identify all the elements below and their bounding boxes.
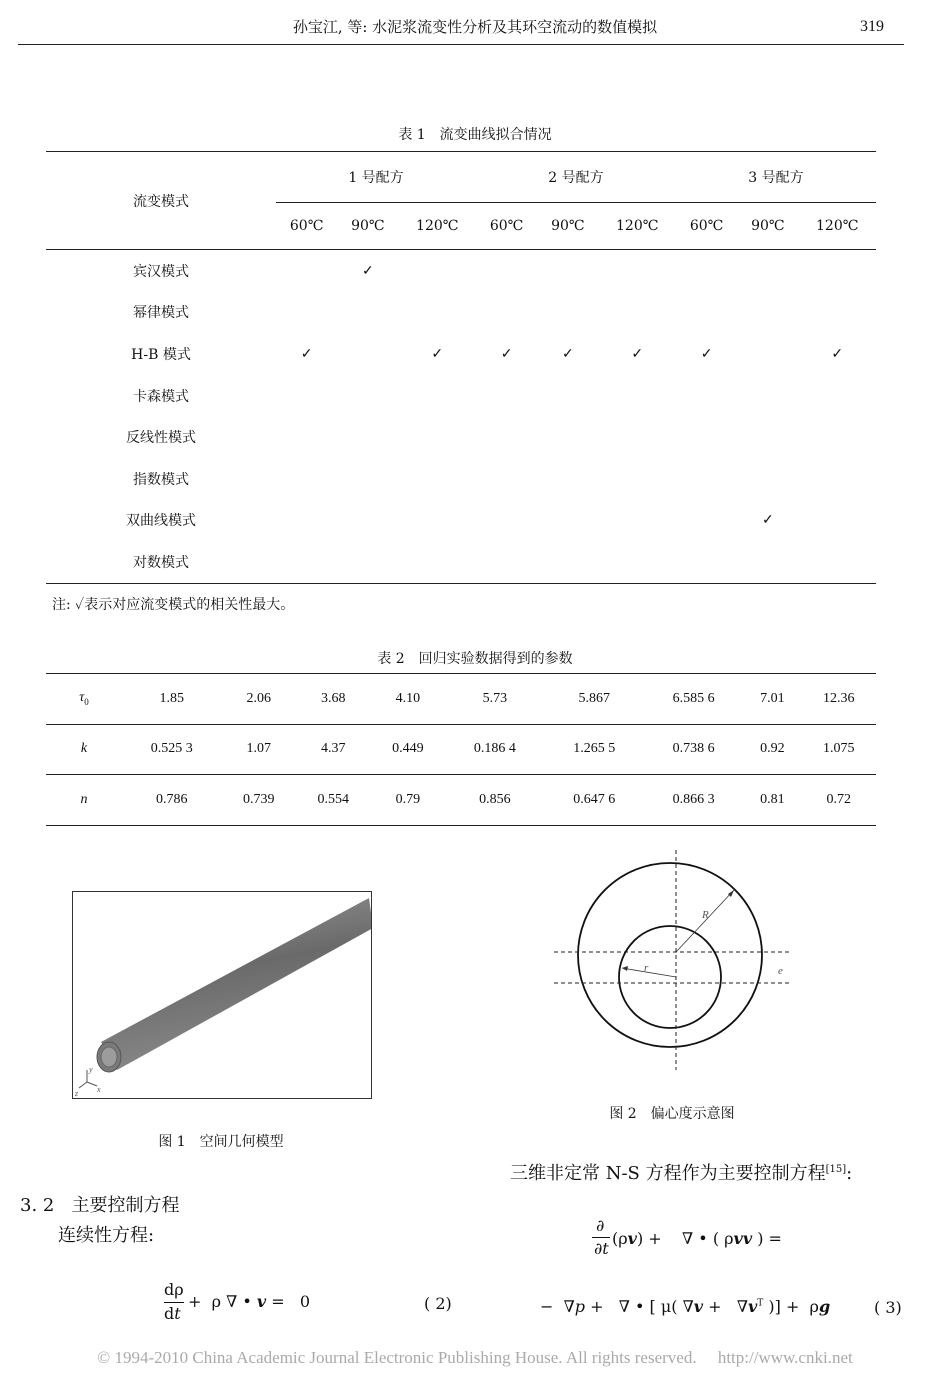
table1-cell: [476, 500, 537, 542]
table1-cell: [398, 500, 476, 542]
table2-value: 6.585 6: [644, 674, 743, 725]
checkmark-icon: ✓: [361, 262, 374, 279]
checkmark-icon: ✓: [700, 345, 713, 362]
section-number: 3. 2: [20, 1195, 55, 1216]
table2-value: 1.265 5: [545, 724, 644, 775]
table2-value: 12.36: [801, 674, 876, 725]
table2-value: 3.68: [296, 674, 371, 725]
table1-row-header: 流变模式: [46, 152, 276, 250]
param-symbol: τ: [79, 690, 85, 706]
table1-cell: [398, 416, 476, 458]
table1-cell: [398, 541, 476, 583]
label-e: e: [778, 965, 783, 977]
table-row: [46, 250, 876, 292]
table1-group-1: 1 号配方: [276, 152, 476, 203]
table1-cell: [676, 292, 737, 334]
table1-cell: [676, 375, 737, 417]
table1-cell: [737, 375, 798, 417]
table1-cell: [598, 375, 676, 417]
param-symbol: n: [80, 791, 88, 807]
table1-mode-name: 对数模式: [133, 554, 189, 571]
table1-cell: [276, 250, 337, 292]
table1-cell: [476, 333, 537, 375]
table2-param-label: [46, 775, 122, 826]
table1-cell: [676, 541, 737, 583]
table1-cell: [276, 292, 337, 334]
table1-cell: [337, 292, 398, 334]
table2-value: 0.186 4: [445, 724, 544, 775]
table1-group-3: 3 号配方: [676, 152, 876, 203]
header-rule: [18, 44, 904, 45]
table1-cell: [398, 375, 476, 417]
pipe-model-drawing: [73, 892, 371, 1098]
table1-cell: [398, 292, 476, 334]
table2-value: 7.01: [743, 674, 801, 725]
table1-cell: [276, 375, 337, 417]
table1-cell: [337, 458, 398, 500]
outer-circle: [578, 863, 762, 1047]
table1-cell: [276, 541, 337, 583]
table1-cell: [398, 458, 476, 500]
table1-cell: [537, 250, 598, 292]
table2-value: 0.81: [743, 775, 801, 826]
table1-cell: [676, 500, 737, 542]
continuity-equation: dρ dt + ρ ∇ • v = 0: [164, 1280, 311, 1323]
param-symbol: k: [80, 741, 88, 757]
table1-caption: 表 1 流变曲线拟合情况: [398, 127, 552, 143]
table2-value: 0.92: [743, 724, 801, 775]
ns-colon: :: [846, 1163, 853, 1184]
ns-equation-line1: ∂ ∂t (ρv) + ∇ • ( ρvv ) =: [594, 1216, 782, 1258]
table2-value: 4.37: [296, 724, 371, 775]
table1-cell: [276, 500, 337, 542]
checkmark-icon: ✓: [500, 345, 513, 362]
table1-cell: [537, 541, 598, 583]
axis-z-label: z: [75, 1089, 79, 1098]
table2-value: 0.739: [221, 775, 296, 826]
table1-cell: [598, 500, 676, 542]
table1-cell: [737, 250, 798, 292]
ns-equation-line2: − ∇p + ∇ • [ μ( $\nabla v + \nabla v^T$ )] + ρg: [540, 1297, 831, 1316]
table-row: [46, 541, 876, 583]
table1-mode-name: 宾汉模式: [133, 263, 189, 280]
table1-cell: [676, 416, 737, 458]
page-number: 319: [860, 18, 884, 35]
table2-value: 0.647 6: [545, 775, 644, 826]
table1-cell: [598, 416, 676, 458]
table2-value: 0.786: [122, 775, 221, 826]
table1-temp-header: 60℃: [489, 218, 524, 234]
table2-value: 5.867: [545, 674, 644, 725]
table2: [46, 673, 876, 826]
checkmark-icon: ✓: [761, 512, 774, 529]
table1-temp-header: 60℃: [289, 218, 324, 234]
copyright-footer: © 1994-2010 China Academic Journal Electronic Publishing House. All rights reserved. http://www.cnki.net: [97, 1348, 853, 1367]
continuity-label: 连续性方程:: [58, 1225, 155, 1246]
table1-cell: [598, 541, 676, 583]
checkmark-icon: ✓: [631, 345, 644, 362]
table2-value: 1.075: [801, 724, 876, 775]
table2-value: 4.10: [371, 674, 446, 725]
section-title: 主要控制方程: [71, 1195, 180, 1216]
ns-ref: [15]: [825, 1164, 847, 1175]
table1-cell: [537, 458, 598, 500]
table-row: [46, 775, 876, 826]
table2-value: 0.525 3: [122, 724, 221, 775]
table2-value: 1.85: [122, 674, 221, 725]
table2-value: 0.866 3: [644, 775, 743, 826]
table1-cell: [798, 458, 876, 500]
table1-cell: [537, 292, 598, 334]
table1-cell: [476, 416, 537, 458]
table1-cell: [476, 292, 537, 334]
table1-cell: [476, 250, 537, 292]
table1-cell: [337, 250, 398, 292]
table2-value: 2.06: [221, 674, 296, 725]
checkmark-icon: ✓: [431, 345, 444, 362]
table-row: [46, 333, 876, 375]
param-subscript: 0: [84, 697, 89, 708]
section-heading: [20, 1191, 180, 1217]
table1-cell: [476, 375, 537, 417]
table1-cell: [276, 458, 337, 500]
table1-cell: [798, 333, 876, 375]
table1-temp-header: 90℃: [751, 218, 785, 234]
label-r: r: [644, 962, 649, 974]
table2-value: 5.73: [445, 674, 544, 725]
table1-cell: [598, 250, 676, 292]
table1-mode-name: 反线性模式: [126, 430, 196, 447]
table1-cell: [337, 333, 398, 375]
checkmark-icon: ✓: [561, 345, 574, 362]
ns-label: 三维非定常 N-S 方程作为主要控制方程: [510, 1163, 826, 1184]
table1-cell: [537, 333, 598, 375]
inner-circle: [619, 926, 721, 1028]
table1-mode-name: H-B 模式: [131, 346, 191, 363]
axis-x-label: x: [97, 1085, 101, 1094]
table1-cell: [798, 500, 876, 542]
checkmark-icon: ✓: [831, 345, 844, 362]
table1-cell: [476, 541, 537, 583]
table1-cell: [337, 541, 398, 583]
table-row: [46, 375, 876, 417]
table1-cell: [798, 292, 876, 334]
table1-cell: [737, 333, 798, 375]
figure1-image: [72, 891, 372, 1099]
table2-param-label: [46, 724, 122, 775]
table2-value: 0.856: [445, 775, 544, 826]
table1-cell: [737, 458, 798, 500]
table1-temp-header: 120℃: [616, 218, 659, 234]
table1-temp-header: 90℃: [351, 218, 385, 234]
table1-cell: [598, 292, 676, 334]
table-row: [46, 724, 876, 775]
table-row: [46, 674, 876, 725]
table1-cell: [337, 375, 398, 417]
table1-cell: [676, 250, 737, 292]
table1-mode-name: 卡森模式: [133, 388, 189, 405]
axis-y-label: y: [89, 1065, 93, 1074]
table1-cell: [737, 292, 798, 334]
table1-mode-name: 指数模式: [133, 471, 189, 488]
figure1-caption: 图 1 空间几何模型: [158, 1134, 284, 1150]
table1-temp-header: 60℃: [689, 218, 724, 234]
table1-group-2: 2 号配方: [476, 152, 676, 203]
table2-value: 0.738 6: [644, 724, 743, 775]
table1-temp-header: 120℃: [416, 218, 459, 234]
table1-cell: [676, 458, 737, 500]
table2-value: 0.79: [371, 775, 446, 826]
table1-note: 注: ✓表示对应流变模式的相关性最大。: [52, 597, 295, 613]
table1-cell: [737, 541, 798, 583]
label-R: R: [702, 909, 709, 921]
table1-cell: [798, 375, 876, 417]
table1-cell: [537, 375, 598, 417]
table1-temp-header: 120℃: [816, 218, 859, 234]
figure2-eccentricity-diagram: [552, 850, 792, 1070]
equation2-number: ( 2): [424, 1294, 452, 1313]
table2-value: 1.07: [221, 724, 296, 775]
table1-cell: [337, 416, 398, 458]
table1-cell: [737, 416, 798, 458]
table1-mode-name: 双曲线模式: [126, 513, 196, 530]
ns-label-line: [510, 1159, 852, 1185]
table-row: [46, 458, 876, 500]
table1-cell: [798, 250, 876, 292]
table1-cell: [398, 250, 476, 292]
table2-value: 0.554: [296, 775, 371, 826]
checkmark-icon: ✓: [300, 345, 313, 362]
table2-param-label: [46, 674, 122, 725]
table2-value: 0.72: [801, 775, 876, 826]
table1-cell: [676, 333, 737, 375]
table1-cell: [798, 541, 876, 583]
table1-cell: [476, 458, 537, 500]
table1-cell: [276, 333, 337, 375]
table1-cell: [537, 416, 598, 458]
table-row: [46, 416, 876, 458]
table1: [46, 151, 876, 584]
table1-cell: [598, 333, 676, 375]
table2-value: 0.449: [371, 724, 446, 775]
figure2-caption: 图 2 偏心度示意图: [609, 1106, 735, 1122]
table1-cell: [537, 500, 598, 542]
table1-cell: [337, 500, 398, 542]
table1-cell: [737, 500, 798, 542]
table1-mode-name: 幂律模式: [133, 305, 189, 322]
table1-cell: [398, 333, 476, 375]
table1-temp-header: 90℃: [551, 218, 585, 234]
running-header-title: 孙宝江, 等: 水泥浆流变性分析及其环空流动的数值模拟: [292, 18, 658, 36]
equation3-number: ( 3): [874, 1298, 902, 1317]
table1-cell: [798, 416, 876, 458]
table1-cell: [598, 458, 676, 500]
table-row: [46, 500, 876, 542]
table1-cell: [276, 416, 337, 458]
table-row: [46, 292, 876, 334]
table2-caption: 表 2 回归实验数据得到的参数: [377, 651, 573, 667]
